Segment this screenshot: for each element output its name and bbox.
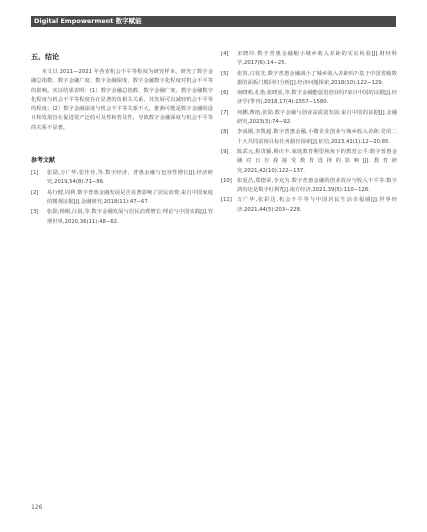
reference-text: 陈武元,程贵颖,蔡庆丰.家庭教育期望视角下的教育公平:数字普惠金融对日自我接受教育选择的影响[J].教育研究,2021,42(10):122−137. bbox=[237, 148, 397, 174]
reference-number: [6] bbox=[221, 90, 229, 97]
left-column bbox=[31, 50, 213, 228]
reference-item bbox=[221, 148, 397, 176]
reference-number: [4] bbox=[221, 51, 229, 57]
reference-number: [2] bbox=[31, 189, 39, 196]
reference-item bbox=[221, 128, 397, 147]
journal-title: Digital Empowerment 数字赋能 bbox=[34, 17, 142, 25]
reference-text: 张贺,白钦先.数字普惠金融减小了城乡收入差距吗?:基于中国省级数据的面板门槛回归分析[J].经济问题探索,2018(10):122−129. bbox=[237, 70, 397, 86]
section-title: 五、结论 bbox=[31, 53, 59, 61]
journal-header bbox=[31, 16, 396, 27]
reference-number: [10] bbox=[221, 177, 232, 184]
reference-number: [9] bbox=[221, 148, 229, 155]
reference-item bbox=[221, 177, 397, 196]
reference-number: [5] bbox=[221, 70, 229, 77]
reference-item bbox=[221, 50, 397, 69]
reference-text: 何鹏,曹雨,张勋.数字金融与创业高质量发展:来自中国的证据[J].金融研究,2023(3):74−92. bbox=[237, 109, 397, 126]
reference-number: [8] bbox=[221, 129, 229, 136]
reference-item bbox=[221, 196, 397, 215]
reference-text: 李成刚,李凯超.数字普惠金融,小微企业创业与城乡收入差距:党的二十大共同富裕目标任务路径探索[J].征信,2023,41(1):12−20,85. bbox=[237, 129, 397, 145]
reference-text: 万广华,张彩达.机会不平等与中国居民生活幸福感[J].世界经济,2021,44(5):203−228. bbox=[237, 197, 397, 213]
reference-item bbox=[31, 189, 213, 208]
reference-list-left bbox=[31, 169, 213, 227]
references-heading: 参考文献 bbox=[31, 157, 56, 165]
reference-text: 张夏昌,郑德荣,李克为.数字普惠金融的创业效应与收入不平等:数字鸿沟还是数字红利?[J].南方经济,2021,39(5):110−126. bbox=[237, 177, 397, 194]
page-number: 126 bbox=[31, 504, 43, 511]
right-column bbox=[221, 50, 397, 216]
reference-text: 张勋,万广华,张佳佳,等.数字经济、普惠金融与包容性增长[J].经济研究,2019,54(8):71−86. bbox=[47, 170, 213, 186]
reference-text: 易行健,周利.数字普惠金融发展是否显著影响了居民消费:来自中国家庭的微观证据[J].金融研究,2018(11):47−67. bbox=[47, 189, 213, 205]
reference-text: 南晓莉,孔艳,张晓夏,等.数字金融能促进创业吗?来自中国的证据[J].经济学(季刊),2018,17(4):1557−1580. bbox=[237, 90, 397, 106]
reference-item bbox=[221, 70, 397, 89]
reference-item bbox=[31, 208, 213, 227]
reference-number: [7] bbox=[221, 109, 229, 116]
reference-list-right bbox=[221, 50, 397, 215]
reference-text: 宋晓玲.数字普惠金融缩小城乡收入差距的实证检验[J].财经科学,2017(6):14−25. bbox=[237, 51, 397, 67]
reference-number: [3] bbox=[31, 209, 39, 216]
reference-item bbox=[221, 89, 397, 108]
conclusion-paragraph: 本文以 2011—2021 年各省机会不平等程度为研究样本，研究了数字金融总指数、数字金融广度、数字金融深度、数字金融数字化程度对机会不平等的影响。实证结果表明：(1）数字金融总指数、数字金融广度、数字金融数字化程度与机会不平等程度存在显著的负相关关系，其发展可以减轻机会不平等的程度；(2）数字金融深度与机会不平等关系不大，推测可能是数字金融的设计和发展旨在促进资产泛的可及性和普及性，导致数字金融深度与机会不平等的关系不显著。 bbox=[31, 69, 213, 131]
reference-text: 张勋,杨桐,汪晨,等.数字金融发展与居民消费增长:理论与中国实践[J].管理世界,2020,36(11):48−62. bbox=[47, 209, 213, 225]
reference-number: [11] bbox=[221, 197, 232, 204]
reference-item bbox=[31, 169, 213, 188]
reference-item bbox=[221, 109, 397, 128]
reference-number: [1] bbox=[31, 170, 39, 177]
